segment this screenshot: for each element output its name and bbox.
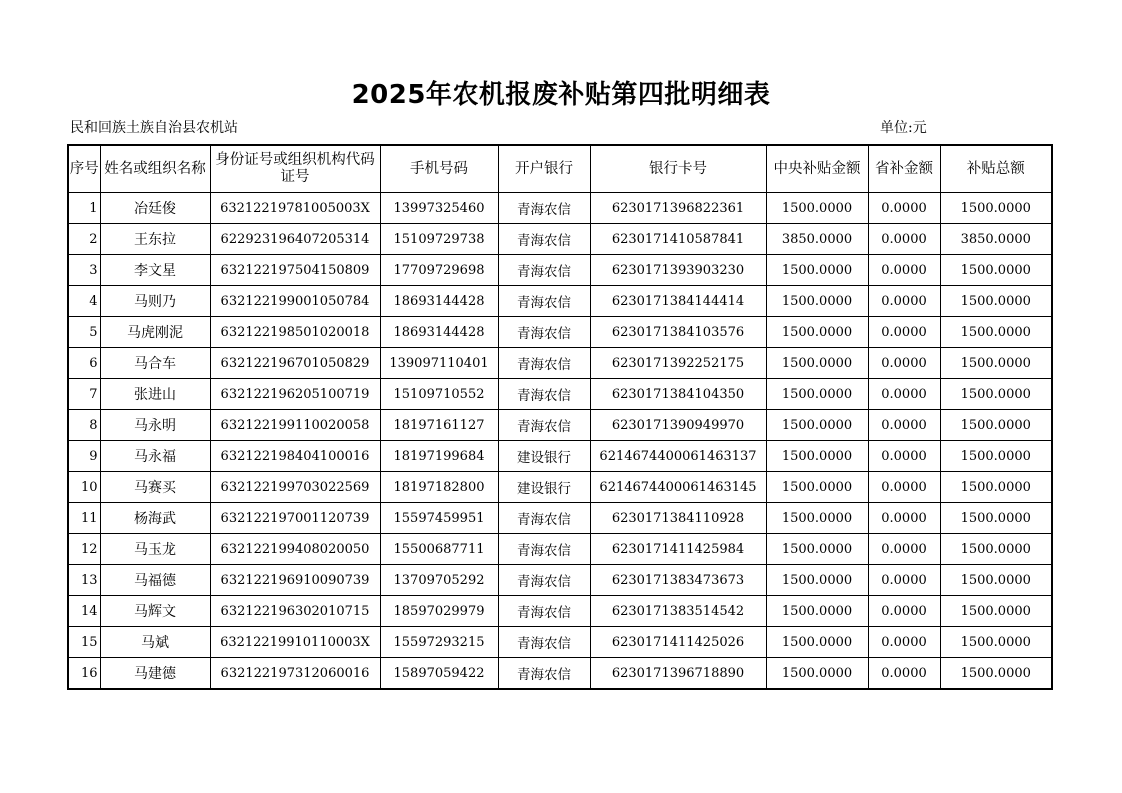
cell-index: 2 bbox=[68, 224, 100, 255]
cell-phone: 15597459951 bbox=[380, 503, 498, 534]
cell-id-number: 632122196701050829 bbox=[210, 348, 380, 379]
cell-total-subsidy: 1500.0000 bbox=[940, 379, 1052, 410]
cell-name: 马辉文 bbox=[100, 596, 210, 627]
table-row bbox=[68, 503, 1052, 534]
cell-name: 马永福 bbox=[100, 441, 210, 472]
cell-id-number: 632122197504150809 bbox=[210, 255, 380, 286]
cell-card-number: 6214674400061463145 bbox=[590, 472, 766, 503]
cell-card-number: 6230171411425984 bbox=[590, 534, 766, 565]
cell-central-subsidy: 1500.0000 bbox=[766, 193, 868, 224]
cell-name: 马玉龙 bbox=[100, 534, 210, 565]
cell-phone: 15597293215 bbox=[380, 627, 498, 658]
cell-central-subsidy: 1500.0000 bbox=[766, 534, 868, 565]
table-row bbox=[68, 472, 1052, 503]
cell-card-number: 6230171393903230 bbox=[590, 255, 766, 286]
cell-total-subsidy: 1500.0000 bbox=[940, 317, 1052, 348]
cell-id-number: 632122196910090739 bbox=[210, 565, 380, 596]
cell-card-number: 6230171392252175 bbox=[590, 348, 766, 379]
cell-id-number: 632122198404100016 bbox=[210, 441, 380, 472]
cell-id-number: 632122199110020058 bbox=[210, 410, 380, 441]
cell-central-subsidy: 1500.0000 bbox=[766, 503, 868, 534]
cell-central-subsidy: 1500.0000 bbox=[766, 658, 868, 690]
cell-index: 4 bbox=[68, 286, 100, 317]
col-header-bank: 开户银行 bbox=[498, 145, 590, 193]
cell-total-subsidy: 1500.0000 bbox=[940, 193, 1052, 224]
cell-index: 12 bbox=[68, 534, 100, 565]
cell-central-subsidy: 1500.0000 bbox=[766, 255, 868, 286]
table-body bbox=[68, 193, 1052, 690]
cell-total-subsidy: 1500.0000 bbox=[940, 565, 1052, 596]
cell-central-subsidy: 1500.0000 bbox=[766, 472, 868, 503]
cell-total-subsidy: 1500.0000 bbox=[940, 596, 1052, 627]
cell-province-subsidy: 0.0000 bbox=[868, 317, 940, 348]
cell-id-number: 632122198501020018 bbox=[210, 317, 380, 348]
cell-id-number: 632122199001050784 bbox=[210, 286, 380, 317]
cell-total-subsidy: 1500.0000 bbox=[940, 441, 1052, 472]
cell-central-subsidy: 1500.0000 bbox=[766, 286, 868, 317]
cell-phone: 15500687711 bbox=[380, 534, 498, 565]
cell-province-subsidy: 0.0000 bbox=[868, 193, 940, 224]
cell-central-subsidy: 3850.0000 bbox=[766, 224, 868, 255]
table-row bbox=[68, 596, 1052, 627]
table-row bbox=[68, 410, 1052, 441]
cell-province-subsidy: 0.0000 bbox=[868, 255, 940, 286]
cell-central-subsidy: 1500.0000 bbox=[766, 441, 868, 472]
cell-total-subsidy: 3850.0000 bbox=[940, 224, 1052, 255]
cell-province-subsidy: 0.0000 bbox=[868, 472, 940, 503]
cell-phone: 15109710552 bbox=[380, 379, 498, 410]
col-header-province-subsidy: 省补金额 bbox=[868, 145, 940, 193]
cell-id-number: 632122199703022569 bbox=[210, 472, 380, 503]
cell-phone: 18693144428 bbox=[380, 286, 498, 317]
cell-index: 13 bbox=[68, 565, 100, 596]
cell-total-subsidy: 1500.0000 bbox=[940, 410, 1052, 441]
cell-id-number: 632122196205100719 bbox=[210, 379, 380, 410]
table-row bbox=[68, 627, 1052, 658]
cell-bank: 青海农信 bbox=[498, 224, 590, 255]
cell-bank: 青海农信 bbox=[498, 255, 590, 286]
cell-province-subsidy: 0.0000 bbox=[868, 379, 940, 410]
cell-total-subsidy: 1500.0000 bbox=[940, 627, 1052, 658]
cell-bank: 青海农信 bbox=[498, 379, 590, 410]
table-row bbox=[68, 255, 1052, 286]
cell-name: 杨海武 bbox=[100, 503, 210, 534]
cell-id-number: 63212219781005003X bbox=[210, 193, 380, 224]
cell-index: 16 bbox=[68, 658, 100, 690]
cell-card-number: 6230171411425026 bbox=[590, 627, 766, 658]
cell-index: 14 bbox=[68, 596, 100, 627]
cell-total-subsidy: 1500.0000 bbox=[940, 348, 1052, 379]
cell-total-subsidy: 1500.0000 bbox=[940, 472, 1052, 503]
cell-total-subsidy: 1500.0000 bbox=[940, 534, 1052, 565]
cell-province-subsidy: 0.0000 bbox=[868, 596, 940, 627]
subsidy-table bbox=[67, 144, 1053, 690]
cell-province-subsidy: 0.0000 bbox=[868, 410, 940, 441]
cell-index: 1 bbox=[68, 193, 100, 224]
cell-phone: 18197199684 bbox=[380, 441, 498, 472]
table-row bbox=[68, 348, 1052, 379]
cell-phone: 18197161127 bbox=[380, 410, 498, 441]
cell-index: 15 bbox=[68, 627, 100, 658]
cell-phone: 13709705292 bbox=[380, 565, 498, 596]
cell-index: 8 bbox=[68, 410, 100, 441]
cell-phone: 15897059422 bbox=[380, 658, 498, 690]
cell-index: 5 bbox=[68, 317, 100, 348]
cell-name: 马则乃 bbox=[100, 286, 210, 317]
col-header-central-subsidy: 中央补贴金额 bbox=[766, 145, 868, 193]
col-header-phone: 手机号码 bbox=[380, 145, 498, 193]
unit-label: 单位:元 bbox=[880, 120, 927, 136]
cell-card-number: 6230171384103576 bbox=[590, 317, 766, 348]
cell-card-number: 6230171396718890 bbox=[590, 658, 766, 690]
cell-total-subsidy: 1500.0000 bbox=[940, 658, 1052, 690]
cell-bank: 青海农信 bbox=[498, 596, 590, 627]
cell-province-subsidy: 0.0000 bbox=[868, 441, 940, 472]
cell-province-subsidy: 0.0000 bbox=[868, 286, 940, 317]
cell-central-subsidy: 1500.0000 bbox=[766, 410, 868, 441]
cell-name: 马赛买 bbox=[100, 472, 210, 503]
table-row bbox=[68, 193, 1052, 224]
cell-card-number: 6230171383514542 bbox=[590, 596, 766, 627]
cell-central-subsidy: 1500.0000 bbox=[766, 565, 868, 596]
cell-phone: 139097110401 bbox=[380, 348, 498, 379]
table-row bbox=[68, 224, 1052, 255]
cell-id-number: 632122197001120739 bbox=[210, 503, 380, 534]
cell-card-number: 6230171390949970 bbox=[590, 410, 766, 441]
cell-id-number: 632122196302010715 bbox=[210, 596, 380, 627]
cell-phone: 18197182800 bbox=[380, 472, 498, 503]
cell-id-number: 622923196407205314 bbox=[210, 224, 380, 255]
cell-bank: 建设银行 bbox=[498, 441, 590, 472]
cell-phone: 18597029979 bbox=[380, 596, 498, 627]
table-row bbox=[68, 379, 1052, 410]
cell-phone: 13997325460 bbox=[380, 193, 498, 224]
cell-phone: 15109729738 bbox=[380, 224, 498, 255]
cell-bank: 建设银行 bbox=[498, 472, 590, 503]
cell-index: 6 bbox=[68, 348, 100, 379]
cell-province-subsidy: 0.0000 bbox=[868, 348, 940, 379]
cell-id-number: 632122197312060016 bbox=[210, 658, 380, 690]
page-title: 2025年农机报废补贴第四批明细表 bbox=[351, 80, 771, 110]
cell-bank: 青海农信 bbox=[498, 286, 590, 317]
cell-name: 马斌 bbox=[100, 627, 210, 658]
cell-name: 马虎刚泥 bbox=[100, 317, 210, 348]
table-row bbox=[68, 565, 1052, 596]
cell-name: 张进山 bbox=[100, 379, 210, 410]
cell-phone: 17709729698 bbox=[380, 255, 498, 286]
cell-province-subsidy: 0.0000 bbox=[868, 503, 940, 534]
cell-total-subsidy: 1500.0000 bbox=[940, 503, 1052, 534]
cell-province-subsidy: 0.0000 bbox=[868, 627, 940, 658]
cell-card-number: 6230171384144414 bbox=[590, 286, 766, 317]
cell-province-subsidy: 0.0000 bbox=[868, 224, 940, 255]
organization-label: 民和回族土族自治县农机站 bbox=[70, 120, 238, 136]
cell-index: 9 bbox=[68, 441, 100, 472]
col-header-card-number: 银行卡号 bbox=[590, 145, 766, 193]
cell-bank: 青海农信 bbox=[498, 565, 590, 596]
cell-card-number: 6230171384110928 bbox=[590, 503, 766, 534]
cell-bank: 青海农信 bbox=[498, 410, 590, 441]
cell-total-subsidy: 1500.0000 bbox=[940, 286, 1052, 317]
cell-bank: 青海农信 bbox=[498, 503, 590, 534]
cell-bank: 青海农信 bbox=[498, 658, 590, 690]
table-row bbox=[68, 317, 1052, 348]
cell-bank: 青海农信 bbox=[498, 193, 590, 224]
cell-phone: 18693144428 bbox=[380, 317, 498, 348]
cell-name: 李文星 bbox=[100, 255, 210, 286]
cell-total-subsidy: 1500.0000 bbox=[940, 255, 1052, 286]
cell-card-number: 6214674400061463137 bbox=[590, 441, 766, 472]
cell-bank: 青海农信 bbox=[498, 534, 590, 565]
cell-province-subsidy: 0.0000 bbox=[868, 565, 940, 596]
cell-name: 马合车 bbox=[100, 348, 210, 379]
col-header-id-number: 身份证号或组织机构代码证号 bbox=[210, 145, 380, 193]
col-header-index: 序号 bbox=[68, 145, 100, 193]
cell-central-subsidy: 1500.0000 bbox=[766, 379, 868, 410]
cell-card-number: 6230171396822361 bbox=[590, 193, 766, 224]
cell-name: 马福德 bbox=[100, 565, 210, 596]
table-row bbox=[68, 658, 1052, 690]
cell-central-subsidy: 1500.0000 bbox=[766, 627, 868, 658]
cell-bank: 青海农信 bbox=[498, 627, 590, 658]
cell-province-subsidy: 0.0000 bbox=[868, 534, 940, 565]
cell-central-subsidy: 1500.0000 bbox=[766, 317, 868, 348]
table-row bbox=[68, 441, 1052, 472]
cell-id-number: 63212219910110003X bbox=[210, 627, 380, 658]
cell-name: 马永明 bbox=[100, 410, 210, 441]
cell-bank: 青海农信 bbox=[498, 317, 590, 348]
table-row bbox=[68, 286, 1052, 317]
cell-central-subsidy: 1500.0000 bbox=[766, 596, 868, 627]
cell-card-number: 6230171384104350 bbox=[590, 379, 766, 410]
col-header-name: 姓名或组织名称 bbox=[100, 145, 210, 193]
cell-name: 冶廷俊 bbox=[100, 193, 210, 224]
cell-card-number: 6230171383473673 bbox=[590, 565, 766, 596]
cell-province-subsidy: 0.0000 bbox=[868, 658, 940, 690]
cell-name: 王东拉 bbox=[100, 224, 210, 255]
header-row bbox=[68, 145, 1052, 193]
cell-id-number: 632122199408020050 bbox=[210, 534, 380, 565]
cell-index: 7 bbox=[68, 379, 100, 410]
cell-name: 马建德 bbox=[100, 658, 210, 690]
table-row bbox=[68, 534, 1052, 565]
cell-bank: 青海农信 bbox=[498, 348, 590, 379]
cell-index: 10 bbox=[68, 472, 100, 503]
cell-index: 3 bbox=[68, 255, 100, 286]
col-header-total-subsidy: 补贴总额 bbox=[940, 145, 1052, 193]
cell-central-subsidy: 1500.0000 bbox=[766, 348, 868, 379]
cell-card-number: 6230171410587841 bbox=[590, 224, 766, 255]
cell-index: 11 bbox=[68, 503, 100, 534]
